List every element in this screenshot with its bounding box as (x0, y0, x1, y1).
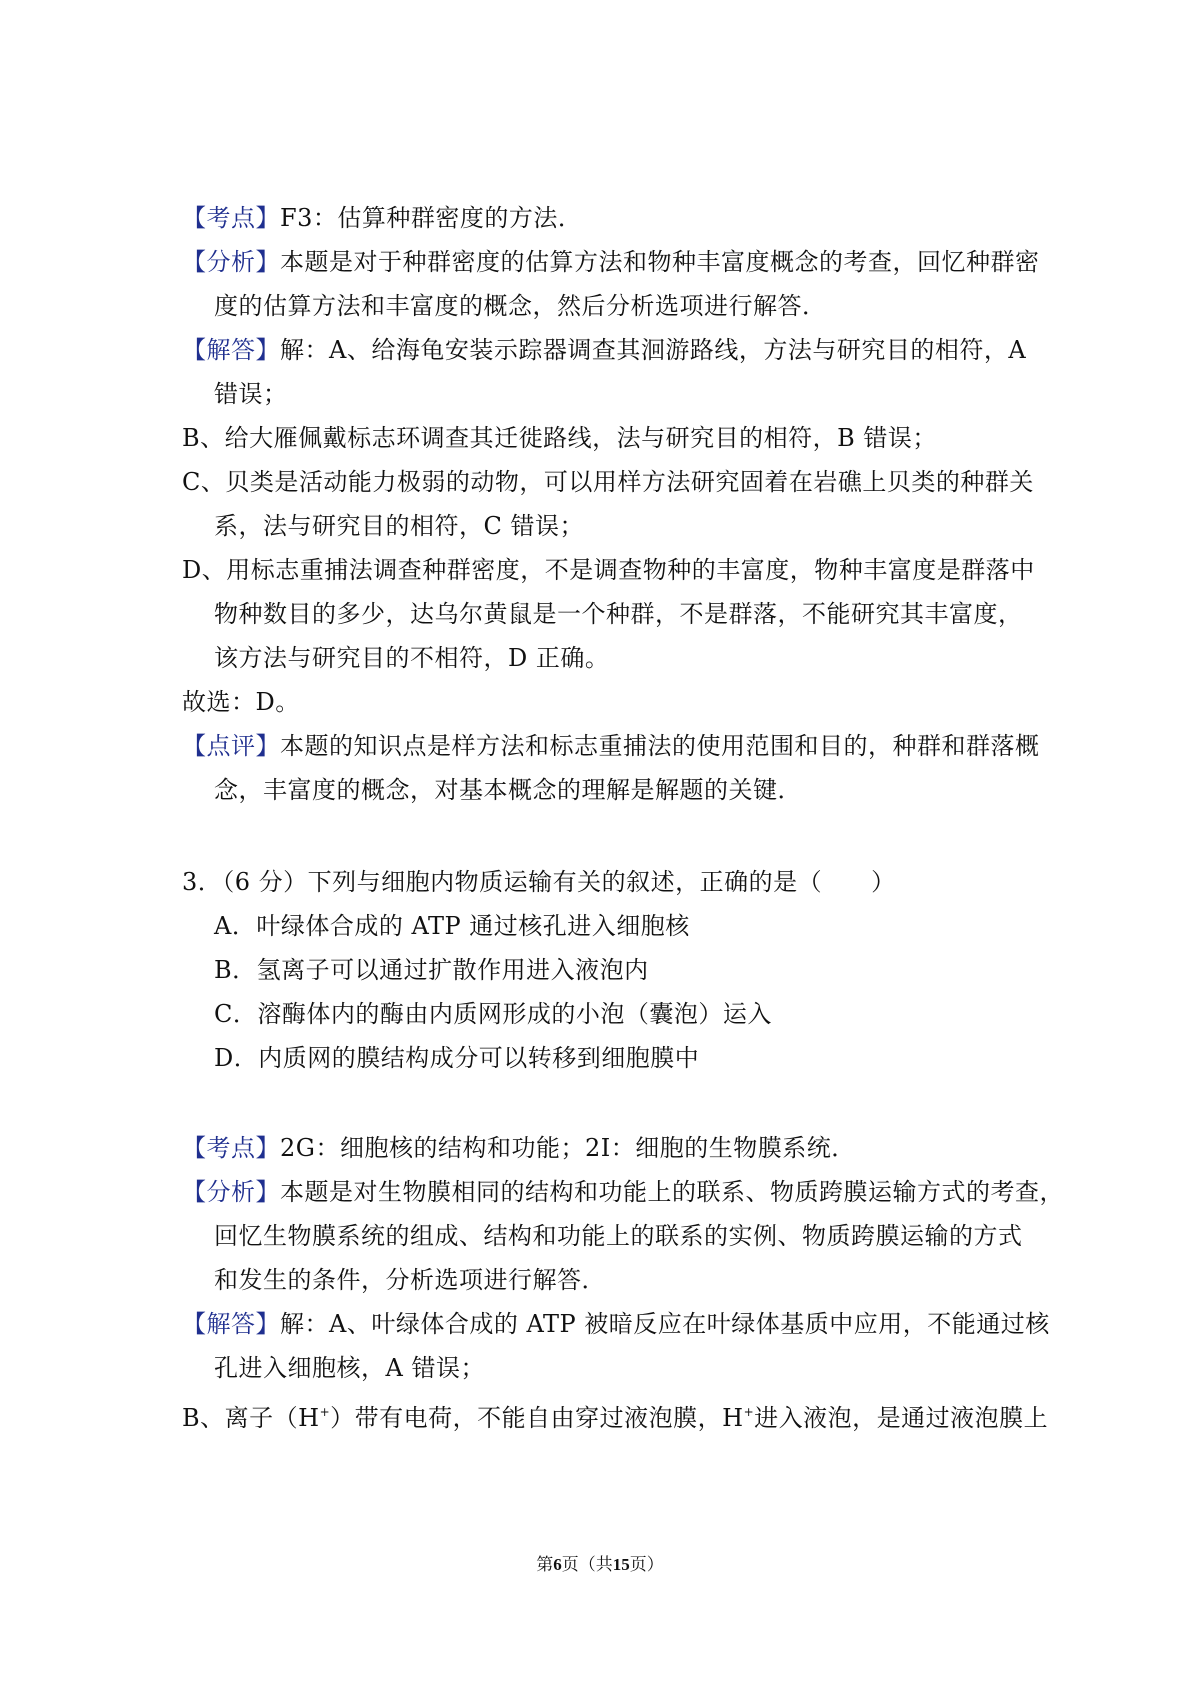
total-pages: 15 (612, 1555, 630, 1574)
fenxi-tag-2: 【分析】 (182, 1178, 280, 1206)
kaodian-line: 【考点】F3：估算种群密度的方法． (182, 204, 583, 232)
answer-option-c-cont: 系，法与研究目的相符，C 错误； (214, 512, 584, 540)
jieda-line-2: 【解答】解：A、叶绿体合成的 ATP 被暗反应在叶绿体基质中应用，不能通过核 (182, 1310, 1050, 1338)
kaodian-line-2: 【考点】2G：细胞核的结构和功能；2I：细胞的生物膜系统． (182, 1134, 856, 1162)
superscript-plus-2: + (743, 1405, 755, 1419)
question-3-option-d: D．内质网的膜结构成分可以转移到细胞膜中 (214, 1044, 700, 1072)
question-3-option-b: B．氢离子可以通过扩散作用进入液泡内 (214, 956, 649, 984)
fenxi-line-2-cont1: 回忆生物膜系统的组成、结构和功能上的联系的实例、物质跨膜运输的方式 (214, 1222, 1023, 1250)
page-number: 6 (553, 1555, 562, 1574)
dianping-tag: 【点评】 (182, 732, 280, 760)
jieda-tag-2: 【解答】 (182, 1310, 280, 1338)
answer-option-b-2: B、离子（H+）带有电荷，不能自由穿过液泡膜，H+进入液泡，是通过液泡膜上 (182, 1404, 1049, 1432)
dianping-line: 【点评】本题的知识点是样方法和标志重捕法的使用范围和目的，种群和群落概 (182, 732, 1040, 760)
jieda-tag: 【解答】 (182, 336, 280, 364)
kaodian-tag: 【考点】 (182, 204, 280, 232)
answer-option-b: B、给大雁佩戴标志环调查其迁徙路线，法与研究目的相符，B 错误； (182, 424, 937, 452)
question-3-option-c: C．溶酶体内的酶由内质网形成的小泡（囊泡）运入 (214, 1000, 772, 1028)
fenxi-line-2: 【分析】本题是对生物膜相同的结构和功能上的联系、物质跨膜运输方式的考查， (182, 1178, 1064, 1206)
page-footer: 第6页（共15页） (536, 1555, 664, 1575)
fenxi-line-2-cont2: 和发生的条件，分析选项进行解答． (214, 1266, 606, 1294)
question-3-stem: 3．（6 分）下列与细胞内物质运输有关的叙述，正确的是（ ） (182, 868, 896, 896)
jieda-line-2-cont: 孔进入细胞核，A 错误； (214, 1354, 485, 1382)
question-3-option-a: A．叶绿体合成的 ATP 通过核孔进入细胞核 (214, 912, 690, 940)
jieda-line-cont: 错误； (214, 380, 288, 408)
kaodian-tag-2: 【考点】 (182, 1134, 280, 1162)
answer-option-d: D、用标志重捕法调查种群密度，不是调查物种的丰富度，物种丰富度是群落中 (182, 556, 1035, 584)
answer-option-d-cont2: 该方法与研究目的不相符，D 正确。 (214, 644, 610, 672)
superscript-plus: + (319, 1405, 331, 1419)
final-choice: 故选：D。 (182, 688, 300, 716)
fenxi-line: 【分析】本题是对于种群密度的估算方法和物种丰富度概念的考查，回忆种群密 (182, 248, 1040, 276)
answer-option-d-cont1: 物种数目的多少，达乌尔黄鼠是一个种群，不是群落，不能研究其丰富度， (214, 600, 1023, 628)
fenxi-line-cont: 度的估算方法和丰富度的概念，然后分析选项进行解答． (214, 292, 827, 320)
answer-option-c: C、贝类是活动能力极弱的动物，可以用样方法研究固着在岩礁上贝类的种群关 (182, 468, 1034, 496)
fenxi-tag: 【分析】 (182, 248, 280, 276)
jieda-line: 【解答】解：A、给海龟安装示踪器调查其洄游路线，方法与研究目的相符，A (182, 336, 1027, 364)
dianping-line-cont: 念，丰富度的概念，对基本概念的理解是解题的关键． (214, 776, 802, 804)
